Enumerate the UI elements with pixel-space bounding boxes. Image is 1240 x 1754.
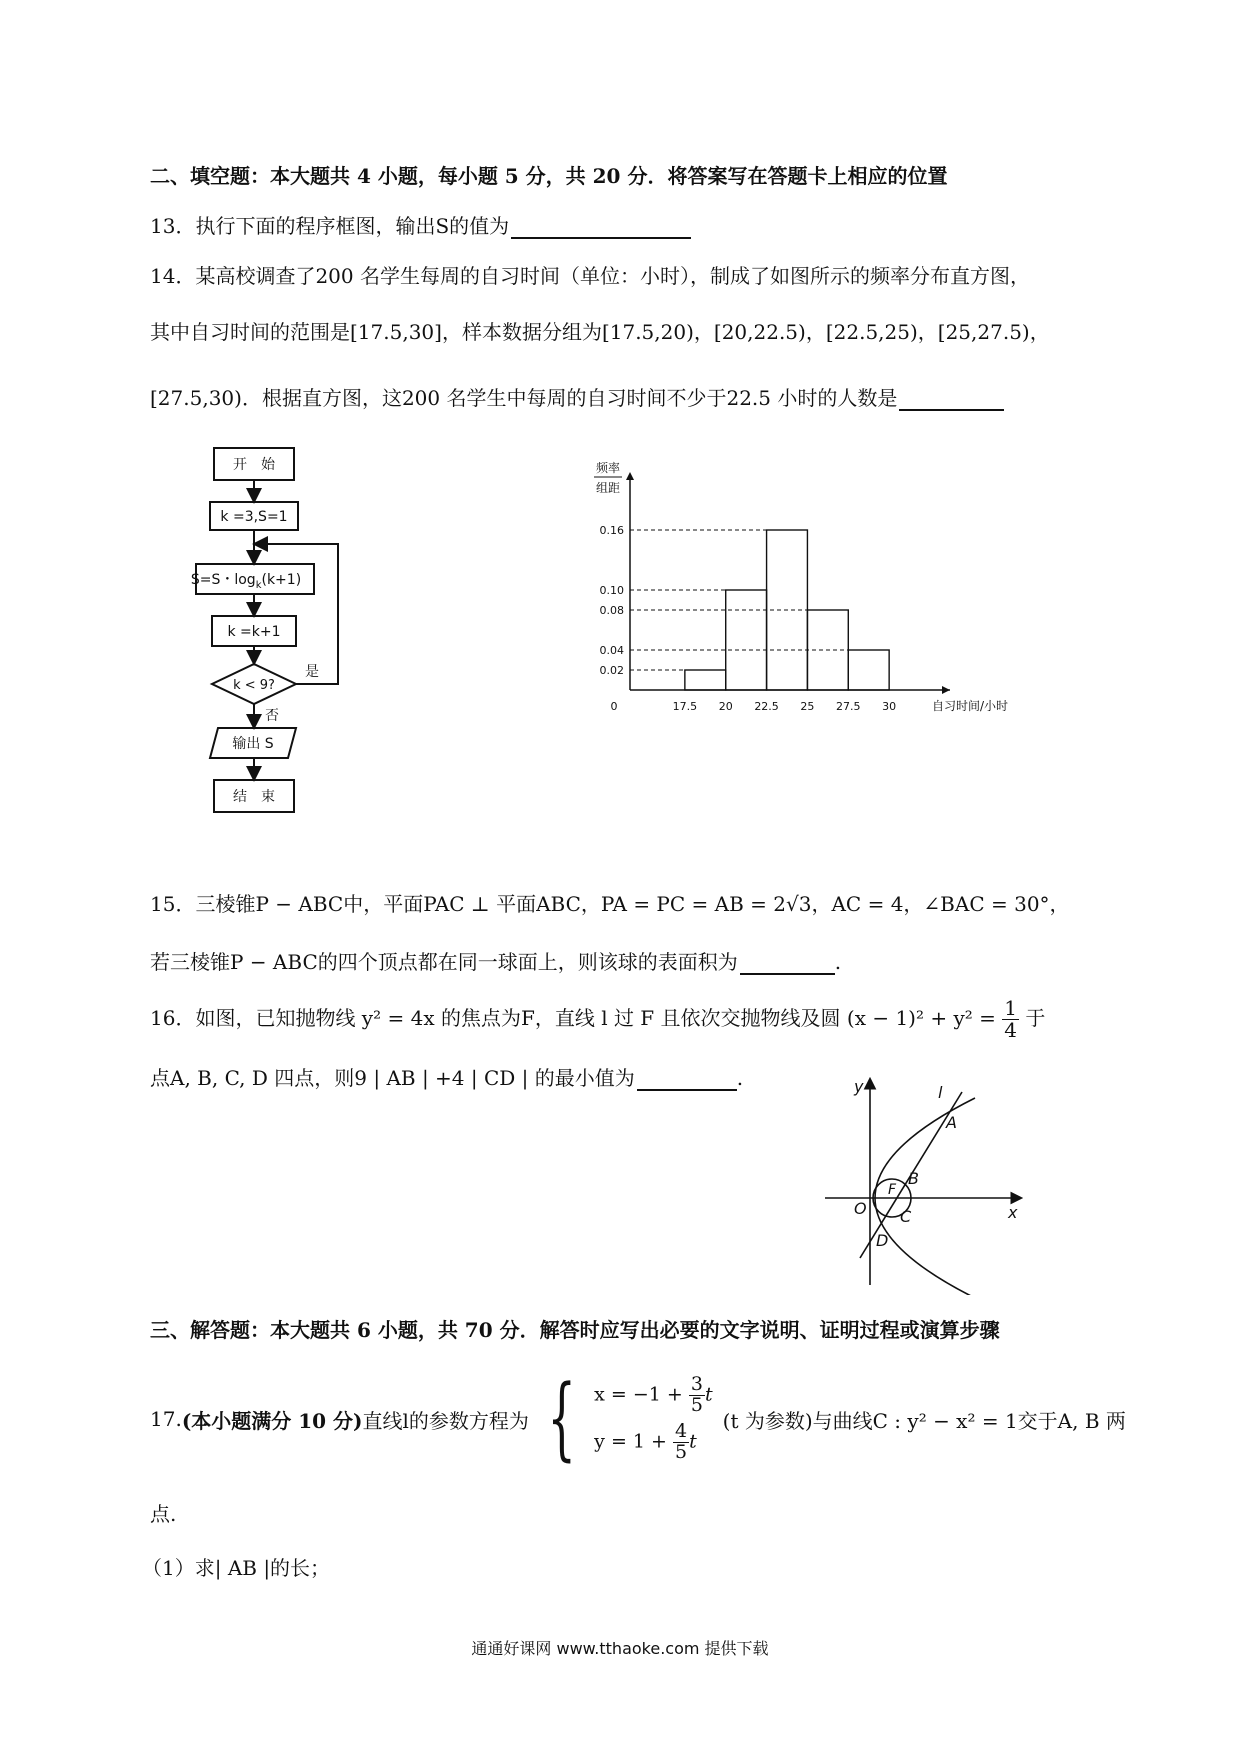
label-l: l <box>938 1083 943 1102</box>
q16-line1a: 16．如图，已知抛物线 y² = 4x 的焦点为F，直线 l 过 F 且依次交抛物线及圆 (x − 1)² + y² = <box>150 1006 996 1030</box>
question-16-line1 <box>150 998 1045 1041</box>
x-tick-label: 30 <box>882 700 897 713</box>
q17-system <box>594 1375 712 1463</box>
label-D: D <box>876 1231 889 1250</box>
q17-eq2: y = 1 + $\frac{4}{5}$ t <box>594 1420 697 1463</box>
label-O: O <box>854 1199 867 1218</box>
q15-line1: 15．三棱锥P − ABC中，平面PAC ⊥ 平面ABC，PA = PC = AB = 2√3，AC = 4，∠BAC = 30°， <box>150 892 1070 916</box>
flow-output-label: 输出 S <box>232 736 274 752</box>
q14-line3: [27.5,30)．根据直方图，这200 名学生中每周的自习时间不少于22.5 小时的人数是 <box>150 386 898 410</box>
question-13 <box>150 210 691 239</box>
q16-line2: 点A, B, C, D 四点，则9 | AB | +4 | CD | 的最小值为 <box>150 1066 635 1090</box>
q17-part1: （1）求| AB |的长； <box>142 1556 331 1580</box>
origin-label: 0 <box>610 700 618 713</box>
q17-text-a: 直线l的参数方程为 <box>362 1408 529 1433</box>
histogram-bar <box>685 670 726 690</box>
q17-score: (本小题满分 10 分) <box>181 1408 363 1433</box>
question-17 <box>150 1364 1126 1474</box>
q17-text-b: (t 为参数)与曲线C : y² − x² = 1交于A, B 两 <box>722 1408 1126 1433</box>
q16-fraction: $\frac{1}{4}$ <box>1004 996 1017 1042</box>
label-y: y <box>854 1077 864 1096</box>
q14-answer-blank[interactable] <box>899 389 1004 411</box>
x-tick-label: 27.5 <box>836 700 861 713</box>
flow-condition-label: k < 9? <box>233 678 275 693</box>
question-14-line3 <box>150 382 1004 411</box>
x-axis-label: 自习时间/小时 <box>931 699 1009 713</box>
q15-answer-blank[interactable] <box>740 953 835 975</box>
y-axis-label-bottom: 组距 <box>595 481 621 495</box>
x-tick-label: 17.5 <box>672 700 698 713</box>
flow-init-label: k =3,S=1 <box>220 509 288 525</box>
y-arrow <box>626 472 634 480</box>
flow-end-label: 结 束 <box>233 789 275 805</box>
section2-heading: 二、填空题：本大题共 4 小题，每小题 5 分，共 20 分．将答案写在答题卡上相应的位置 <box>150 164 948 188</box>
frequency-histogram <box>590 450 1010 730</box>
q16-answer-blank[interactable] <box>637 1069 737 1091</box>
question-15-line2: 若三棱锥P − ABC的四个顶点都在同一球面上，则该球的表面积为 . <box>150 950 842 974</box>
flow-no-label: 否 <box>265 708 279 724</box>
q14-line1: 14．某高校调查了200 名学生每周的自习时间（单位：小时），制成了如图所示的频率分布直方图， <box>150 264 1030 288</box>
section3-heading: 三、解答题：本大题共 6 小题，共 70 分．解答时应写出必要的文字说明、证明过程或演算步骤 <box>150 1318 1000 1342</box>
x-tick-label: 22.5 <box>754 700 779 713</box>
q17-eq1: x = −1 + $\frac{3}{5}$ t <box>594 1373 713 1417</box>
y-tick-label: 0.02 <box>599 664 624 677</box>
flow-step-label: S=S・$\log_k(k+1)$ <box>190 572 302 591</box>
q13-answer-blank[interactable] <box>511 217 691 239</box>
flowchart <box>190 440 370 830</box>
x-tick-label: 25 <box>800 700 815 713</box>
q14-line2: 其中自习时间的范围是[17.5,30]，样本数据分组为[17.5,20)，[20,22.5)，[22.5,25)，[25,27.5)， <box>150 320 1050 344</box>
histogram-bar <box>726 590 767 690</box>
label-C: C <box>900 1207 912 1226</box>
q17-prefix: 17. <box>150 1407 182 1431</box>
flow-start-label: 开 始 <box>233 457 275 473</box>
y-tick-label: 0.10 <box>599 584 624 597</box>
y-tick-label: 0.16 <box>599 524 624 537</box>
question-16-line2: 点A, B, C, D 四点，则9 | AB | +4 | CD | 的最小值为 . <box>150 1066 744 1090</box>
y-tick-label: 0.04 <box>599 644 624 657</box>
label-A: A <box>946 1113 957 1132</box>
label-x: x <box>1008 1203 1018 1222</box>
page-footer: 通通好课网 www.tthaoke.com 提供下载 <box>471 1639 769 1658</box>
flow-yes-label: 是 <box>305 664 319 680</box>
x-tick-label: 20 <box>718 700 733 713</box>
flow-incr-label: k =k+1 <box>227 624 281 640</box>
q17-line2: 点. <box>150 1502 177 1526</box>
q16-line1b: 于 <box>1025 1006 1046 1030</box>
q13-text: 13．执行下面的程序框图，输出S的值为 <box>150 214 510 238</box>
histogram-bar <box>848 650 889 690</box>
y-tick-label: 0.08 <box>599 604 624 617</box>
q15-line2: 若三棱锥P − ABC的四个顶点都在同一球面上，则该球的表面积为 <box>150 950 738 974</box>
label-F: F <box>888 1182 897 1198</box>
label-B: B <box>908 1169 919 1188</box>
x-arrow <box>942 686 950 694</box>
q17-brace: { <box>547 1366 576 1471</box>
parabola-figure <box>820 1070 1030 1295</box>
y-axis-label-top: 频率 <box>595 461 621 475</box>
